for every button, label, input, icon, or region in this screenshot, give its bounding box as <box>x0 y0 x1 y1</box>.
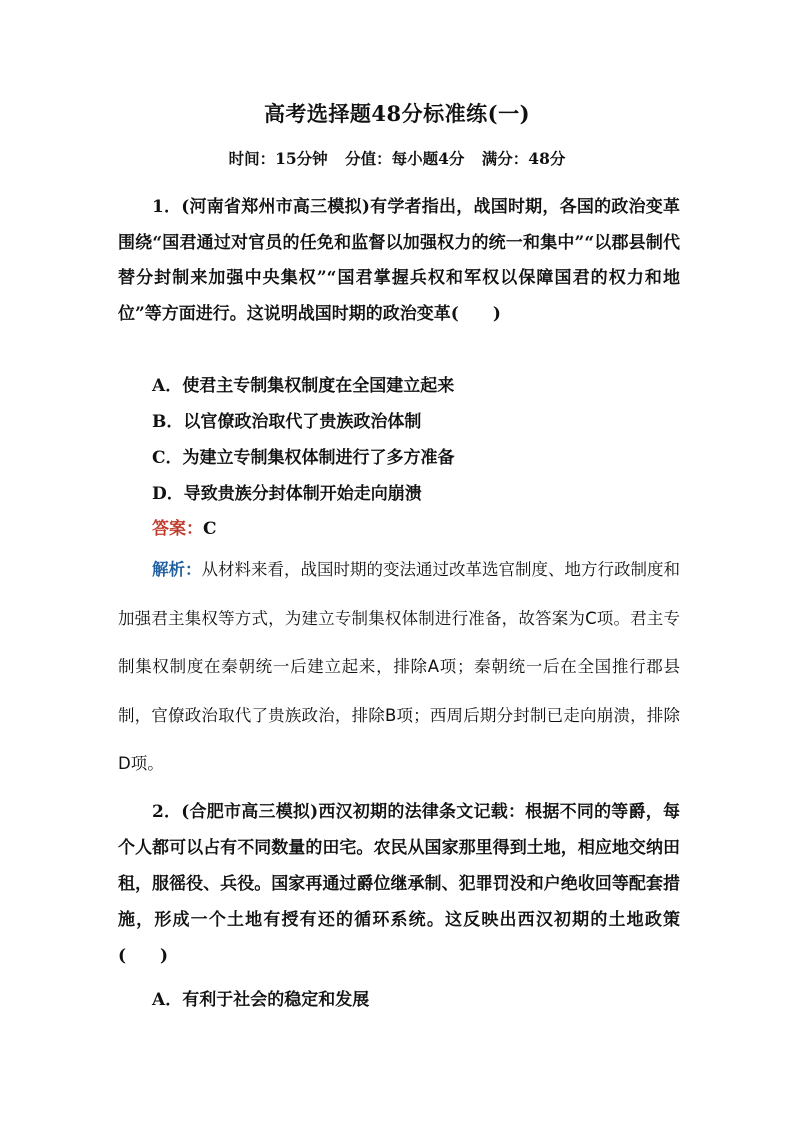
question-2-option-a: A．有利于社会的稳定和发展 <box>152 990 370 1010</box>
question-1-option-c: C．为建立专制集权体制进行了多方准备 <box>152 448 455 468</box>
question-2-stem: 2．(合肥市高三模拟)西汉初期的法律条文记载：根据不同的等爵，每个人都可以占有不同数量的田宅。农民从国家那里得到土地，相应地交纳田租，服徭役、兵役。国家再通过爵位继承制、犯罪罚没和户绝收回等配套措施，形成一个土地有授有还的循环系统。这反映出西汉初期的土地政策( ) <box>118 802 680 966</box>
answer-value: C <box>203 519 217 539</box>
total-score: 满分：48分 <box>481 149 566 168</box>
question-1-option-d: D．导致贵族分封体制开始走向崩溃 <box>152 484 422 504</box>
question-1-option-a: A．使君主专制集权制度在全国建立起来 <box>152 376 455 396</box>
score-per-question: 分值：每小题4分 <box>345 149 465 168</box>
answer-label: 答案： <box>152 519 203 539</box>
question-1-explanation <box>118 546 680 789</box>
time-limit: 时间：15分钟 <box>228 149 328 168</box>
question-1-stem: 1．(河南省郑州市高三模拟)有学者指出，战国时期，各国的政治变革围绕“国君通过对官员的任免和监督以加强权力的统一和集中”“以郡县制代替分封制来加强中央集权”“国君掌握兵权和军权以保障国君的权力和地位”等方面进行。这说明战国时期的政治变革( ) <box>118 197 680 324</box>
explanation-label: 解析： <box>152 560 202 579</box>
exam-meta <box>0 147 794 169</box>
question-1-option-b: B．以官僚政治取代了贵族政治体制 <box>152 412 422 432</box>
page-title: 高考选择题48分标准练(一) <box>263 101 531 126</box>
question-1-answer <box>152 514 217 539</box>
explanation-text: 从材料来看，战国时期的变法通过改革选官制度、地方行政制度和加强君主集权等方式，为建立专制集权体制进行准备，故答案为C项。君主专制集权制度在秦朝统一后建立起来，排除A项；秦朝统一后在全国推行郡县制，官僚政治取代了贵族政治，排除B项；西周后期分封制已走向崩溃，排除D项。 <box>118 560 680 773</box>
